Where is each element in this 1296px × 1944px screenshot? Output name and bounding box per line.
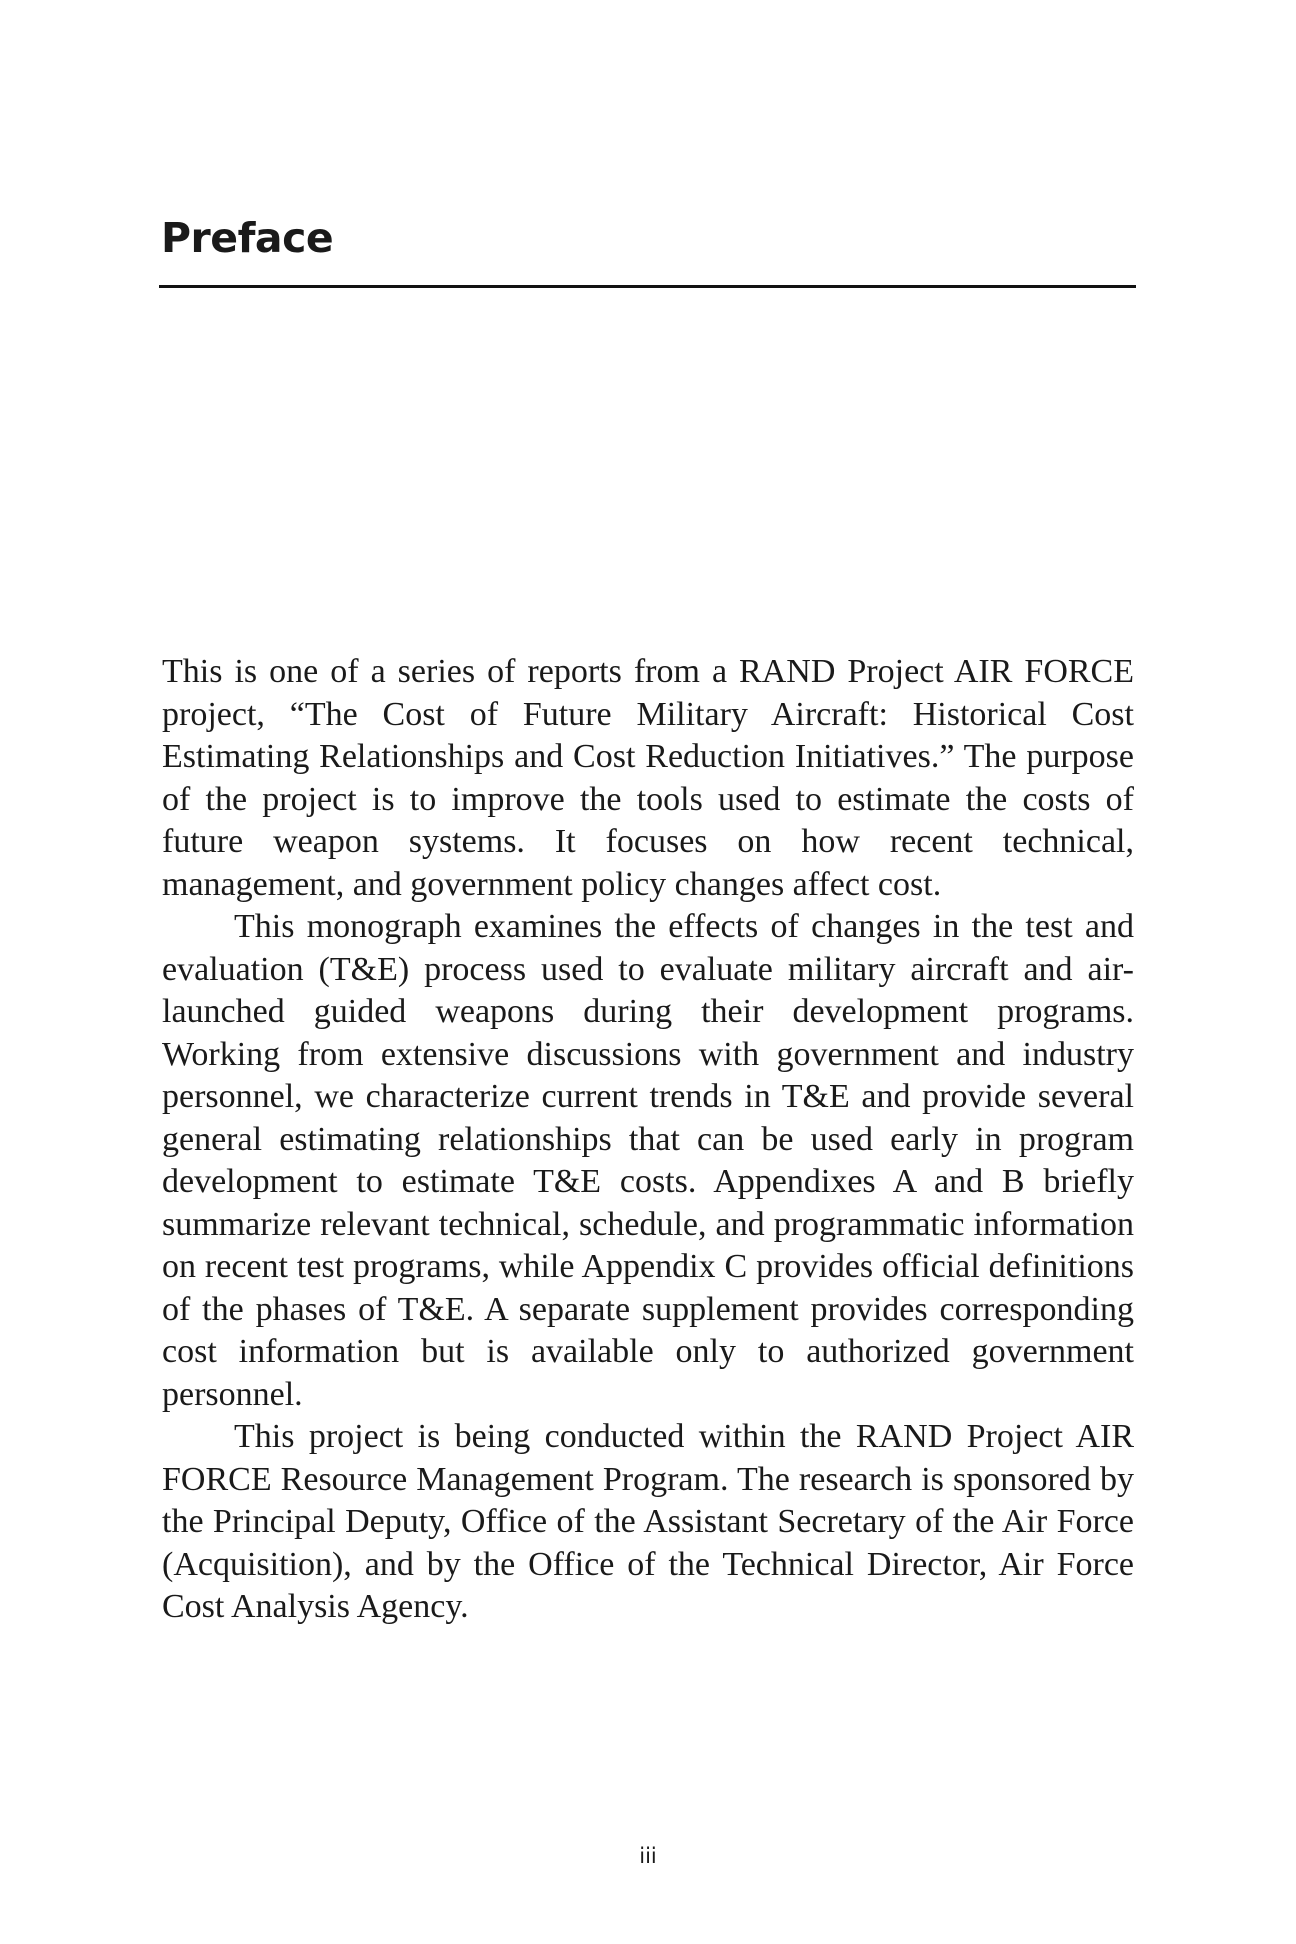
page-title: Preface	[161, 214, 334, 262]
paragraph-1: This is one of a series of reports from a RAND Project AIR FORCE project, “The Cost of Future Military Aircraft: Historical Cost Estimating Relationships and Cost Reduction Initiatives.” The purpose of the project is to improve the tools used to estimate the costs of future weapon systems. It focuses on how recent technical, management, and government policy changes affect cost.	[162, 653, 1134, 903]
paragraph-2: This monograph examines the effects of changes in the test and evaluation (T&E) process used to evaluate military aircraft and air-launched guided weapons during their development programs. Working from extensive discussions with government and industry personnel, we characterize current trends in T&E and provide several general estimating relationships that can be used early in program development to estimate T&E costs. Appendixes A and B briefly summarize relevant technical, schedule, and programmatic information on recent test programs, while Appendix C provides official definitions of the phases of T&E. A separate supplement provides corresponding cost information but is available only to authorized government personnel.	[162, 908, 1134, 1413]
page-number: iii	[639, 1844, 657, 1868]
heading-rule	[159, 285, 1136, 288]
paragraph-3: This project is being conducted within the RAND Project AIR FORCE Resource Management Program. The research is sponsored by the Principal Deputy, Office of the Assistant Secretary of the Air Force (Acquisition), and by the Office of the Technical Director, Air Force Cost Analysis Agency.	[162, 1418, 1134, 1625]
preface-body	[162, 651, 1134, 1629]
